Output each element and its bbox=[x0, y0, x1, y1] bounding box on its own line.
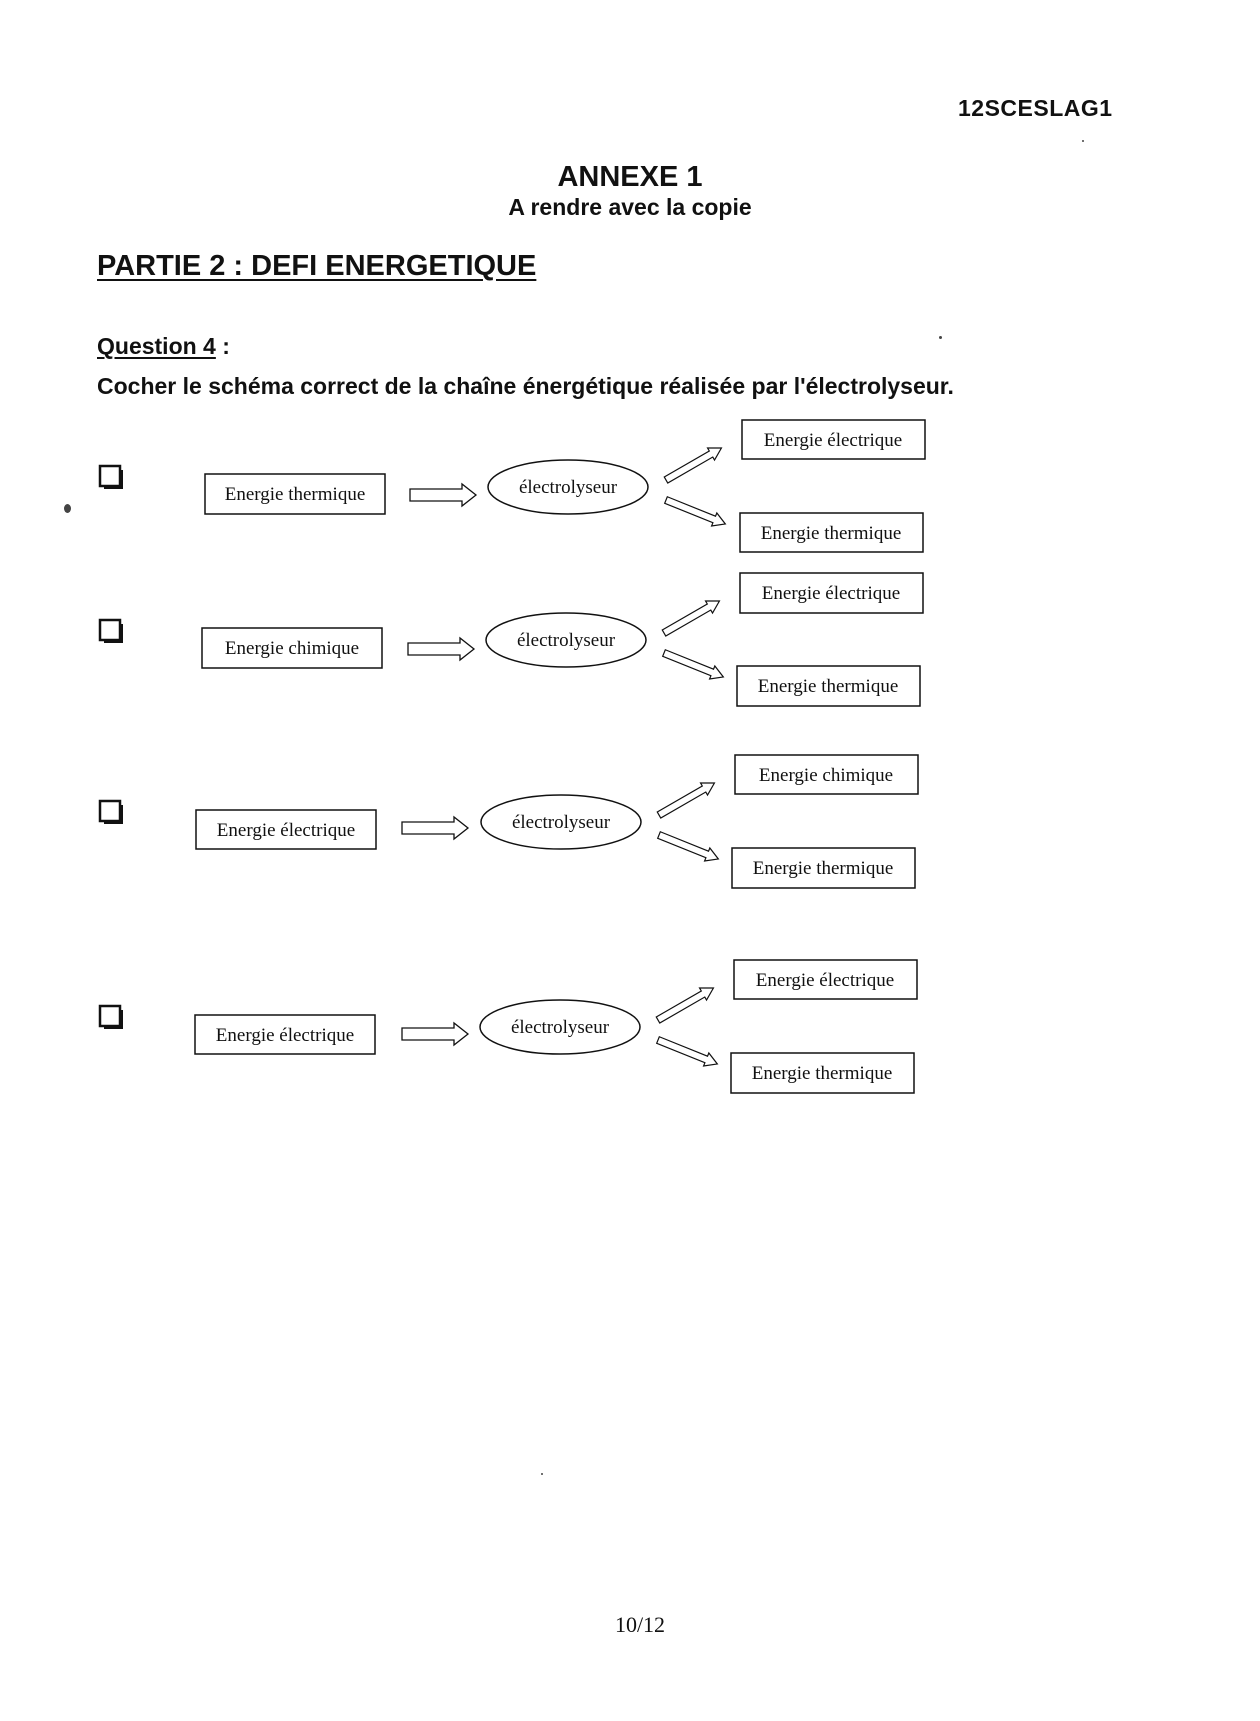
option-3-converter-label: électrolyseur bbox=[511, 812, 611, 833]
option-4[interactable] bbox=[100, 960, 917, 1093]
option-1-output-top-label: Energie électrique bbox=[763, 430, 903, 451]
option-3-arrow-up bbox=[656, 777, 718, 821]
option-1-input-arrow bbox=[410, 484, 476, 506]
option-1-arrow-up bbox=[663, 442, 725, 486]
option-3[interactable] bbox=[100, 755, 918, 888]
option-3-output-top-label: Energie chimique bbox=[758, 765, 894, 786]
option-2-output-bottom-label: Energie thermique bbox=[757, 676, 899, 697]
option-4-output-top-label: Energie électrique bbox=[755, 970, 895, 991]
option-2-input-label: Energie chimique bbox=[224, 638, 360, 659]
option-2-arrow-down bbox=[661, 647, 726, 684]
document-code: 12SCESLAG1 bbox=[958, 95, 1113, 121]
option-3-input-arrow bbox=[402, 817, 468, 839]
option-2[interactable] bbox=[100, 573, 923, 706]
option-1[interactable] bbox=[100, 420, 925, 552]
part-title: PARTIE 2 : DEFI ENERGETIQUE bbox=[97, 250, 537, 282]
question-text: Cocher le schéma correct de la chaîne énergétique réalisée par l'électrolyseur. bbox=[97, 373, 954, 399]
option-4-converter-label: électrolyseur bbox=[510, 1017, 610, 1038]
option-2-arrow-up bbox=[661, 595, 723, 639]
option-1-converter-label: électrolyseur bbox=[518, 477, 618, 498]
option-1-checkbox[interactable] bbox=[100, 466, 123, 488]
annex-subtitle: A rendre avec la copie bbox=[508, 194, 752, 220]
option-4-checkbox[interactable] bbox=[100, 1006, 123, 1028]
option-4-input-arrow bbox=[402, 1023, 468, 1045]
option-3-input-label: Energie électrique bbox=[216, 820, 356, 841]
scan-mark bbox=[64, 504, 71, 513]
option-4-arrow-up bbox=[655, 982, 717, 1026]
option-1-arrow-down bbox=[663, 494, 728, 531]
option-3-checkbox[interactable] bbox=[100, 801, 123, 823]
question-label-suffix: : bbox=[215, 333, 230, 359]
scan-dot bbox=[541, 1473, 543, 1475]
option-4-input-label: Energie électrique bbox=[215, 1025, 355, 1046]
option-4-output-bottom-label: Energie thermique bbox=[751, 1063, 893, 1084]
option-2-output-top-label: Energie électrique bbox=[761, 583, 901, 604]
question-number: Question 4 bbox=[97, 333, 216, 359]
annex-title: ANNEXE 1 bbox=[557, 161, 703, 193]
option-1-output-bottom-label: Energie thermique bbox=[760, 523, 902, 544]
option-2-checkbox[interactable] bbox=[100, 620, 123, 642]
option-4-arrow-down bbox=[655, 1034, 720, 1071]
scan-dot bbox=[939, 336, 942, 339]
option-3-output-bottom-label: Energie thermique bbox=[752, 858, 894, 879]
option-2-input-arrow bbox=[408, 638, 474, 660]
option-1-input-label: Energie thermique bbox=[224, 484, 366, 505]
option-2-converter-label: électrolyseur bbox=[516, 630, 616, 651]
scan-dot bbox=[1082, 140, 1084, 142]
page-number: 10/12 bbox=[614, 1612, 666, 1637]
option-3-arrow-down bbox=[656, 829, 721, 866]
